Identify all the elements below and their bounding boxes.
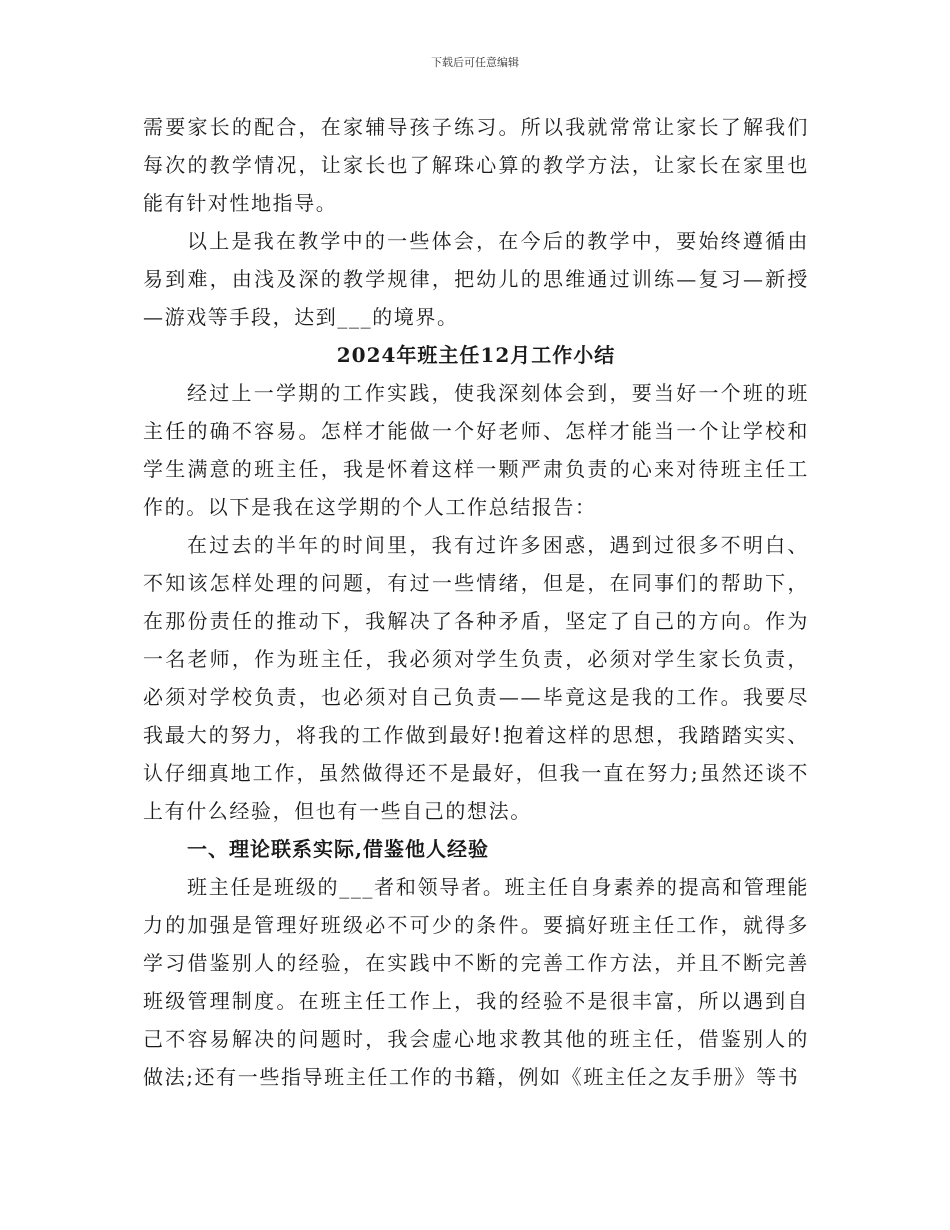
document-title: 2024年班主任12月工作小结 — [336, 343, 616, 367]
paragraph: 需要家长的配合，在家辅导孩子练习。所以我就常常让家长了解我们每次的教学情况，让家长也了解珠心算的教学方法，让家长在家里也能有针对性地指导。 — [143, 115, 809, 215]
paragraph: 班主任是班级的___者和领导者。班主任自身素养的提高和管理能力的加强是管理好班级必不可少的条件。要搞好班主任工作，就得多学习借鉴别人的经验，在实践中不断的完善工作方法，并且不断完善班级管理制度。在班主任工作上，我的经验不是很丰富，所以遇到自己不容易解决的问题时，我会虚心地求教其他的班主任，借鉴别人的做法;还有一些指导班主任工作的书籍，例如《班主任之友手册》等书 — [143, 875, 809, 1089]
paragraph: 经过上一学期的工作实践，使我深刻体会到，要当好一个班的班主任的确不容易。怎样才能做一个好老师、怎样才能当一个让学校和学生满意的班主任，我是怀着这样一颗严肃负责的心来对待班主任工作的。以下是我在这学期的个人工作总结报告： — [143, 381, 809, 519]
paragraph: 在过去的半年的时间里，我有过许多困惑，遇到过很多不明白、不知该怎样处理的问题，有过一些情绪，但是，在同事们的帮助下，在那份责任的推动下，我解决了各种矛盾，坚定了自己的方向。作为一名老师，作为班主任，我必须对学生负责，必须对学生家长负责，必须对学校负责，也必须对自己负责——毕竟这是我的工作。我要尽我最大的努力，将我的工作做到最好!抱着这样的思想，我踏踏实实、认仔细真地工作，虽然做得还不是最好，但我一直在努力;虽然还谈不上有什么经验，但也有一些自己的想法。 — [143, 533, 809, 823]
document-body — [143, 108, 809, 1096]
paragraph: 以上是我在教学中的一些体会，在今后的教学中，要始终遵循由易到难，由浅及深的教学规律，把幼儿的思维通过训练—复习—新授—游戏等手段，达到___的境界。 — [143, 229, 809, 329]
section-heading: 一、理论联系实际,借鉴他人经验 — [187, 837, 489, 861]
page-header: 下载后可任意编辑 — [431, 56, 519, 69]
